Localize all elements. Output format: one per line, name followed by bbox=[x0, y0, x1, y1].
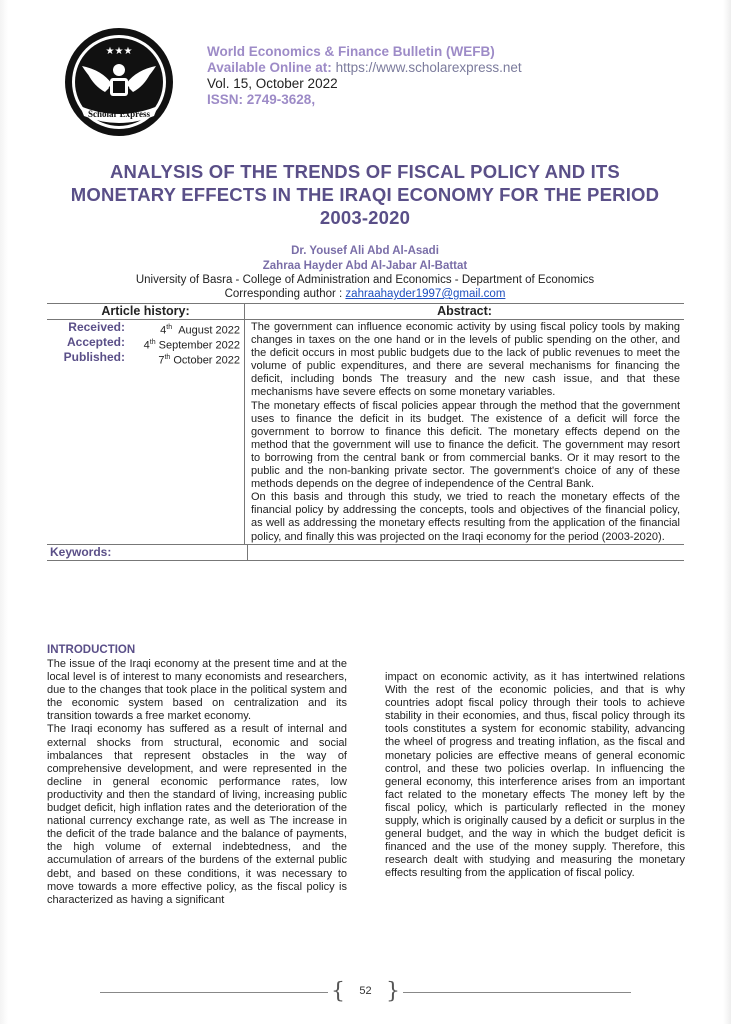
introduction-heading: INTRODUCTION bbox=[47, 644, 136, 656]
logo-text: Scholar Express bbox=[88, 109, 150, 119]
left-brace-icon: { bbox=[331, 979, 345, 1004]
published-date: 7th October 2022 bbox=[158, 354, 240, 367]
corresponding-label: Corresponding author : bbox=[224, 288, 343, 300]
page-footer bbox=[100, 980, 631, 1004]
accepted-date: 4th September 2022 bbox=[143, 339, 240, 352]
title-line-1: ANALYSIS OF THE TRENDS OF FISCAL POLICY AND ITS bbox=[110, 161, 620, 182]
title-line-2: MONETARY EFFECTS IN THE IRAQI ECONOMY FOR THE PERIOD bbox=[70, 184, 660, 205]
keywords-row bbox=[47, 544, 684, 561]
body-paragraph: The issue of the Iraqi economy at the present time and at the local level is of interest to many economists and researchers, due to the changes that took place in the political system and the economic system based on centralization and its transition towards a free market economy. bbox=[47, 658, 347, 723]
scholar-express-logo bbox=[62, 26, 177, 138]
journal-name: World Economics & Finance Bulletin (WEFB) bbox=[207, 44, 495, 59]
keywords-label: Keywords: bbox=[47, 545, 248, 560]
published-label: Published: bbox=[63, 350, 125, 364]
body-paragraph: impact on economic activity, as it has intertwined relations With the rest of the economic policies, and that is why countries adopt fiscal policy through their tools to achieve stability in their economies, and thus, fiscal policy through its tools constitutes a system for economic stability, advancing the wheel of progress and treating inflation, as the fiscal and monetary policies are effective means of general economic control, and these two policies overlap. In influencing the general economy, this interference arises from an important fact related to the monetary effects The money left by the fiscal policy, which is particularly reflected in the money supply, which is originally caused by a deficit or surplus in the general budget, and the way in which the budget deficit is financed and the use of the money supply. Therefore, this research dealt with studying and measuring the monetary effects resulting from the application of fiscal policy. bbox=[385, 671, 685, 880]
abstract-paragraph: On this basis and through this study, we tried to reach the monetary effects of the financial policy by addressing the concepts, tools and objectives of the financial policy, as well as addressing the monetary effects resulting from the application of the financial policy, and finally this was projected on the Iraqi economy for the period (2003-2020). bbox=[251, 491, 680, 543]
journal-url-link[interactable]: https://www.scholarexpress.net bbox=[335, 60, 522, 75]
right-column bbox=[385, 671, 685, 881]
table-body bbox=[47, 320, 684, 544]
article-history bbox=[47, 320, 245, 544]
affiliation: University of Basra - College of Administration and Economics - Department of Economics bbox=[135, 274, 595, 286]
volume-info: Vol. 15, October 2022 bbox=[207, 76, 338, 91]
author-1: Dr. Yousef Ali Abd Al-Asadi bbox=[291, 245, 439, 257]
abstract-paragraph: The monetary effects of fiscal policies appear through the method that the government uses to finance the deficit in its budget. The existence of a deficit will force the government to borrow to finance this deficit. The monetary effects depend on the method that the government will use to finance the deficit. The government may resort to borrowing from the central bank or from commercial banks. Or it may resort to the public and the non-banking private sector. The government's choice of any of these methods depends on the degree of independence of the Central Bank. bbox=[251, 399, 680, 491]
article-info-table bbox=[47, 303, 684, 561]
footer-divider-right bbox=[403, 992, 631, 993]
page-number: 52 bbox=[359, 985, 372, 997]
accepted-label: Accepted: bbox=[66, 335, 125, 349]
received-date: 4th August 2022 bbox=[160, 324, 240, 337]
author-2: Zahraa Hayder Abd Al-Jabar Al-Battat bbox=[262, 260, 468, 272]
journal-info bbox=[207, 44, 687, 108]
abstract-header: Abstract: bbox=[437, 304, 492, 318]
article-history-header: Article history: bbox=[47, 304, 245, 319]
received-label: Received: bbox=[68, 320, 125, 334]
left-column bbox=[47, 658, 347, 907]
svg-text:★★★: ★★★ bbox=[105, 46, 133, 57]
title-line-3: 2003-2020 bbox=[319, 207, 411, 228]
right-brace-icon: } bbox=[386, 979, 400, 1004]
affiliation-block bbox=[40, 273, 690, 301]
abstract-text bbox=[245, 320, 684, 544]
authors bbox=[40, 244, 690, 274]
received-row bbox=[47, 320, 244, 335]
published-row bbox=[47, 350, 244, 365]
paper-title bbox=[40, 160, 690, 229]
body-paragraph: The Iraqi economy has suffered as a result of internal and external shocks from structural, economic and social imbalances that represent obstacles in the way of comprehensive development, and were represented in the decline in general economic performance rates, low productivity and then the standard of living, increasing public budget deficit, high inflation rates and the deterioration of the national currency exchange rate, as well as The increase in the deficit of the trade balance and the balance of payments, the high volume of external indebtedness, and the accumulation of arrears of the burdens of the external public debt, and based on these conditions, it was necessary to move towards a more effective policy, as the fiscal policy is characterized as having a significant bbox=[47, 723, 347, 906]
available-label: Available Online at: bbox=[207, 60, 332, 75]
issn: ISSN: 2749-3628, bbox=[207, 92, 316, 107]
table-header bbox=[47, 304, 684, 320]
corresponding-email-link[interactable]: zahraahayder1997@gmail.com bbox=[345, 288, 506, 300]
abstract-paragraph: The government can influence economic activity by using fiscal policy tools by making changes in taxes on the one hand or in the levels of public spending on the other, and the deficit occurs in most public budgets due to the lack of public revenues to meet the volume of public expenditures, and there are several mechanisms for financing the deficit, including bonds The treasury and the new cash issue, and that these mechanisms have severe effects on some monetary variables. bbox=[251, 321, 680, 399]
accepted-row bbox=[47, 335, 244, 350]
